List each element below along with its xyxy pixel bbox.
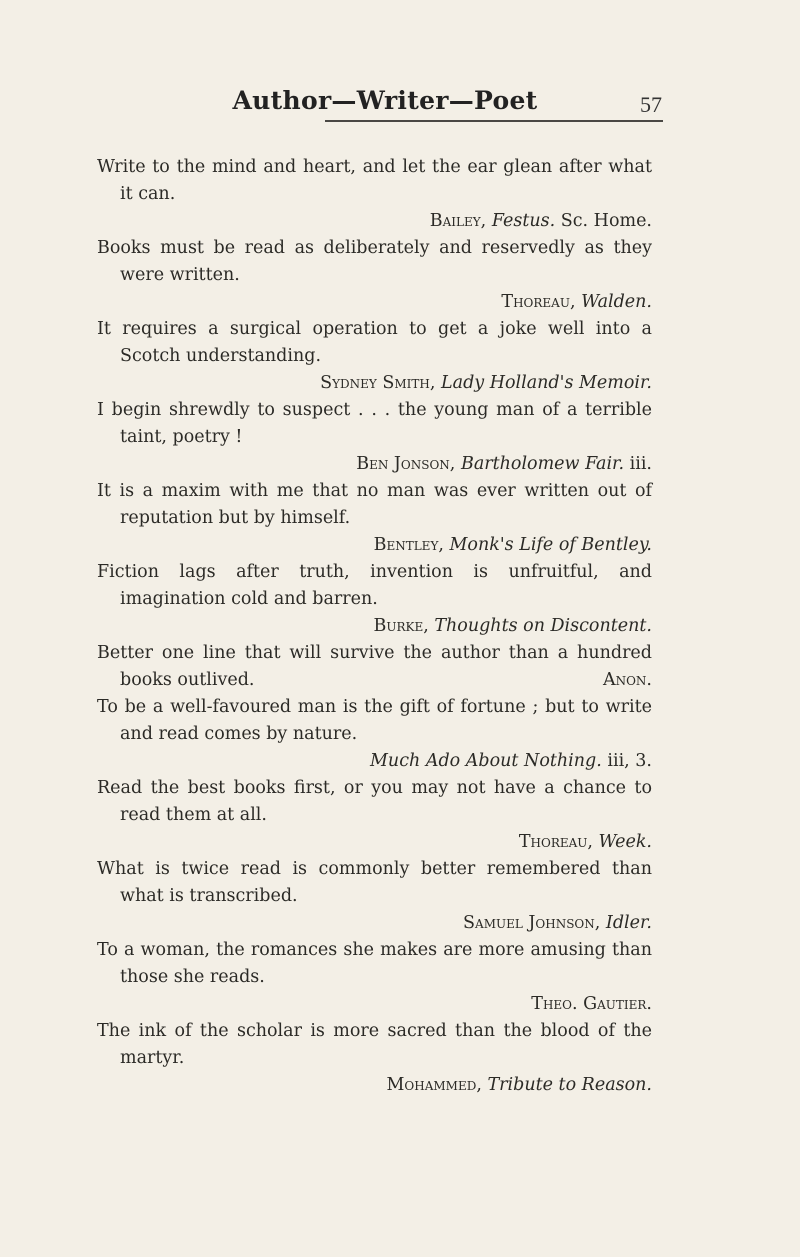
quote-work: Week. — [598, 832, 652, 852]
quote-text: Fiction lags after truth, invention is unfruitful, and imagination cold and barren. — [97, 562, 652, 609]
attribution — [97, 208, 652, 235]
quote — [97, 154, 652, 235]
quote — [97, 1018, 652, 1099]
quote-work: Festus. — [491, 211, 556, 231]
attribution — [97, 613, 652, 640]
quote-author: Bailey, — [429, 211, 487, 231]
attribution — [97, 748, 652, 775]
quote-text: I begin shrewdly to suspect . . . the young man of a terrible taint, poetry ! — [97, 400, 652, 447]
quote — [97, 397, 652, 478]
running-head: Author—Writer—Poet — [232, 86, 538, 115]
quote-source-extra: iii. — [624, 454, 652, 474]
attribution — [97, 370, 652, 397]
attribution — [97, 1072, 652, 1099]
quote-source-extra: iii, 3. — [601, 751, 652, 771]
attribution — [97, 910, 652, 937]
quote-work: Thoughts on Discontent. — [434, 616, 652, 636]
quote — [97, 937, 652, 1018]
quote-author: Thoreau, — [501, 292, 576, 312]
header-rule — [325, 120, 663, 122]
quote-author: Burke, — [373, 616, 429, 636]
page-header — [105, 86, 665, 120]
quote-text: To be a well-favoured man is the gift of fortune ; but to write and read comes by nature. — [97, 697, 652, 744]
quote — [97, 316, 652, 397]
quote-author: Ben Jonson, — [356, 454, 456, 474]
quote — [97, 640, 652, 694]
attribution — [97, 991, 652, 1018]
quote-text: Read the best books first, or you may not have a chance to read them at all. — [97, 778, 652, 825]
quote-text: It is a maxim with me that no man was ever written out of reputation but by himself. — [97, 481, 652, 528]
quote-text: To a woman, the romances she makes are more amusing than those she reads. — [97, 940, 652, 987]
quote-work: Idler. — [605, 913, 652, 933]
attribution — [97, 829, 652, 856]
quote-text: Books must be read as deliberately and reservedly as they were written. — [97, 238, 652, 285]
quote-text — [97, 640, 652, 694]
quote — [97, 694, 652, 775]
quote — [97, 856, 652, 937]
quote-author: Bentley, — [373, 535, 444, 555]
quote-work: Tribute to Reason. — [487, 1075, 652, 1095]
quote — [97, 775, 652, 856]
quote-text: It requires a surgical operation to get a joke well into a Scotch understanding. — [97, 319, 652, 366]
quote-list — [97, 154, 652, 1099]
quote-text: Write to the mind and heart, and let the ear glean after what it can. — [97, 157, 652, 204]
attribution — [97, 451, 652, 478]
page-number: 57 — [640, 92, 662, 117]
quote-work: Walden. — [581, 292, 652, 312]
quote-text: What is twice read is commonly better remembered than what is transcribed. — [97, 859, 652, 906]
quote-text: The ink of the scholar is more sacred than the blood of the martyr. — [97, 1021, 652, 1068]
quote-work: Monk's Life of Bentley. — [449, 535, 652, 555]
quote-author: Mohammed, — [386, 1075, 482, 1095]
quote-author: Thoreau, — [518, 832, 593, 852]
quote-author: Theo. Gautier. — [531, 994, 652, 1014]
quote-work: Lady Holland's Memoir. — [441, 373, 652, 393]
attribution — [97, 532, 652, 559]
quote-author: Sydney Smith, — [320, 373, 436, 393]
quote — [97, 559, 652, 640]
quote-author: Anon. — [602, 670, 652, 690]
quote-work: Bartholomew Fair. — [460, 454, 625, 474]
quote-author: Samuel Johnson, — [463, 913, 601, 933]
quote-text-body: Better one line that will survive the author than a hundred books outlived. — [97, 643, 652, 690]
quote-work: Much Ado About Nothing. — [370, 751, 602, 771]
quote — [97, 235, 652, 316]
quote — [97, 478, 652, 559]
quote-source-extra: Sc. Home. — [555, 211, 652, 231]
attribution — [97, 289, 652, 316]
